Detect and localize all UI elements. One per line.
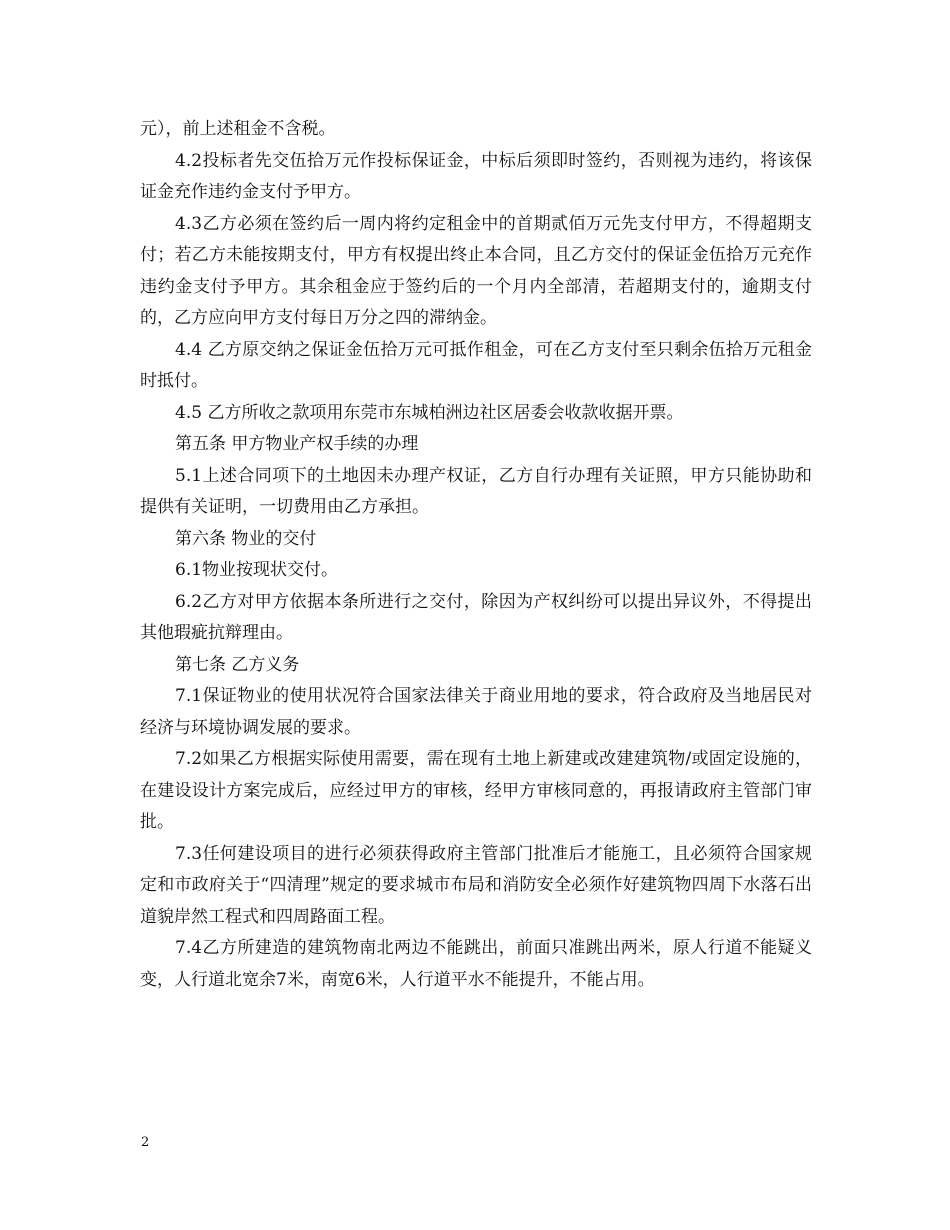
paragraph: 6.2乙方对甲方依据本条所进行之交付，除因为产权纠纷可以提出异议外，不得提出其他瑕疵抗辩理由。 [140,591,812,643]
section-heading: 第七条 乙方义务 [175,654,300,675]
document-body [140,114,812,996]
paragraph: 6.1物业按现状交付。 [175,560,339,580]
paragraph: 4.5 乙方所收之款项用东莞市东城柏洲边社区居委会收款收据开票。 [175,402,684,423]
page-number: 2 [141,1135,150,1150]
paragraph: 元），前上述租金不含税。 [140,119,336,139]
paragraph: 4.3乙方必须在签约后一周内将约定租金中的首期贰佰万元先支付甲方，不得超期支付；若乙方未能按期支付，甲方有权提出终止本合同，且乙方交付的保证金伍拾万元充作违约金支付予甲方。其余租金应于签约后的一个月内全部清，若超期支付的，逾期支付的，乙方应向甲方支付每日万分之四的滞纳金。 [140,213,812,328]
section-heading: 第五条 甲方物业产权手续的办理 [175,434,419,454]
paragraph: 7.3任何建设项目的进行必须获得政府主管部门批准后才能施工，且必须符合国家规定和市政府关于“四清理”规定的要求城市布局和消防安全必须作好建筑物四周下水落石出道貌岸然工程式和四周路面工程。 [140,843,812,927]
paragraph: 7.2如果乙方根据实际使用需要，需在现有土地上新建或改建建筑物/或固定设施的，在建设设计方案完成后，应经过甲方的审核，经甲方审核同意的，再报请政府主管部门审批。 [140,749,812,832]
paragraph: 4.4 乙方原交纳之保证金伍拾万元可抵作租金，可在乙方支付至只剩余伍拾万元租金时抵付。 [140,339,812,391]
paragraph: 7.1保证物业的使用状况符合国家法律关于商业用地的要求，符合政府及当地居民对经济与环境协调发展的要求。 [140,686,812,738]
paragraph: 7.4乙方所建造的建筑物南北两边不能跳出，前面只准跳出两米，原人行道不能疑义变，人行道北宽余7米，南宽6米，人行道平水不能提升，不能占用。 [140,938,812,990]
paragraph: 4.2投标者先交伍拾万元作投标保证金，中标后须即时签约，否则视为违约，将该保证金充作违约金支付予甲方。 [140,150,812,202]
paragraph: 5.1上述合同项下的土地因未办理产权证，乙方自行办理有关证照，甲方只能协助和提供有关证明，一切费用由乙方承担。 [140,465,812,517]
section-heading: 第六条 物业的交付 [175,528,317,549]
